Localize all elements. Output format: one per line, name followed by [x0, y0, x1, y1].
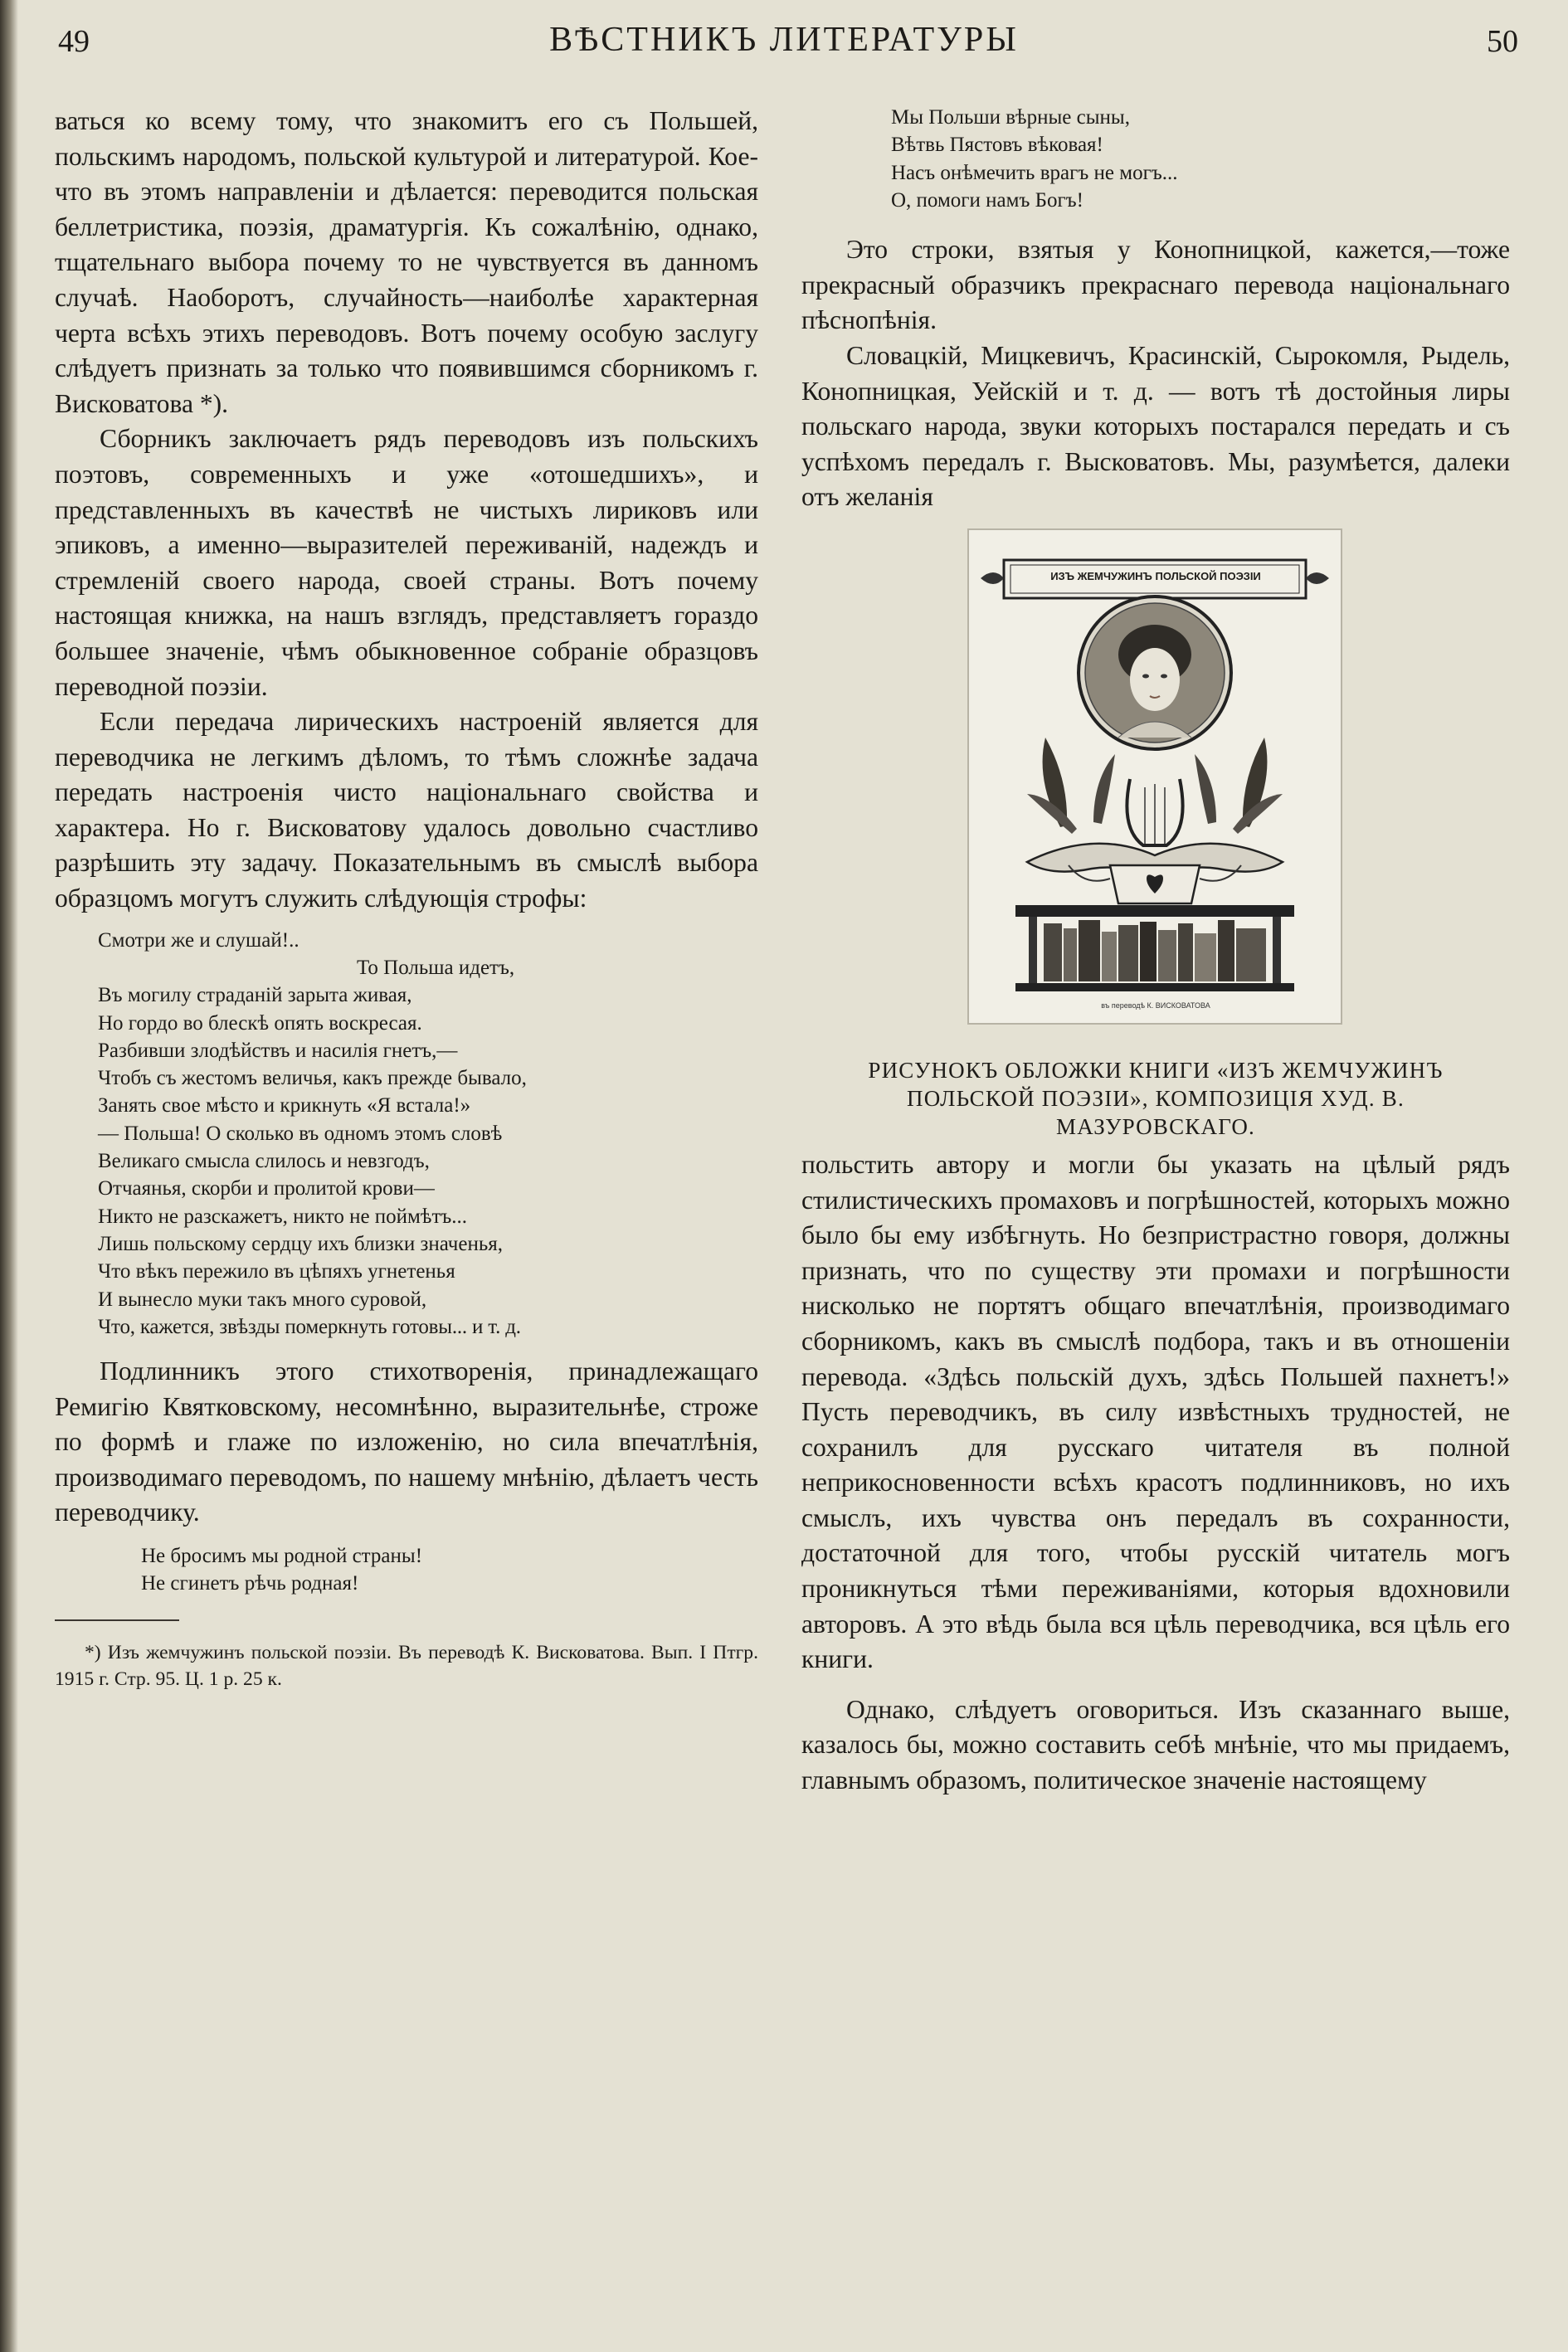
- verse-line: Отчаянья, скорби и пролитой крови—: [98, 1177, 435, 1200]
- verse-line: Не сгинетъ рѣчь родная!: [141, 1572, 359, 1595]
- verse-line: Что вѣкъ пережило въ цѣпяхъ угнетенья: [98, 1260, 455, 1283]
- figure-container: [801, 528, 1510, 1056]
- verse-line: О, помоги намъ Богъ!: [891, 188, 1083, 212]
- verse-line: Занять свое мѣсто и крикнуть «Я встала!»: [98, 1094, 471, 1118]
- figure-caption: РИСУНОКЪ ОБЛОЖКИ КНИГИ «ИЗЪ ЖЕМЧУЖИНЪ ПОЛЬСКОЙ ПОЭЗІИ», КОМПОЗИЦІЯ ХУД. В. МАЗУРОВСКАГО.: [868, 1057, 1444, 1139]
- page-binding-shadow: [0, 0, 18, 2352]
- cover-title-text: ИЗЪ ЖЕМЧУЖИНЪ ПОЛЬСКОЙ ПОЭЗІИ: [1050, 569, 1261, 582]
- running-header-title: ВѢСТНИКЪ ЛИТЕРАТУРЫ: [549, 21, 1019, 59]
- left-column: [55, 104, 758, 1712]
- cover-credit-text: въ переводѣ К. ВИСКОВАТОВА: [1101, 1001, 1210, 1010]
- right-paragraph-1: Это строки, взятыя у Конопницкой, кажется,—тоже прекрасный образчикъ прекраснаго перевода національнаго пѣснопѣнія.: [801, 235, 1510, 335]
- verse-block-konopnicka: [891, 104, 1510, 214]
- verse-line: Чтобъ съ жестомъ величья, какъ прежде бывало,: [98, 1067, 527, 1090]
- page-number-left: 49: [58, 24, 90, 59]
- verse-line: Но гордо во блескѣ опять воскресая.: [98, 1011, 422, 1035]
- verse-line: То Польша идетъ,: [357, 956, 515, 979]
- left-paragraph-1: ваться ко всему тому, что знакомитъ его съ Польшей, польскимъ народомъ, польской культурой и литературой. Кое-что въ этомъ направленіи и дѣлается: переводится польская беллетристика, поэзія, драматургія. Къ сожалѣнію, однако, тщательнаго выбора почему то не чувствуется въ данномъ случаѣ. Наоборотъ, случайность—наиболѣе характерная черта всѣхъ этихъ переводовъ. Вотъ почему особую заслугу слѣдуетъ признать за только что появившимся сборникомъ г. Висковатова *).: [55, 106, 758, 418]
- verse-block-anthem: [141, 1542, 758, 1598]
- verse-line: Въ могилу страданій зарыта живая,: [98, 984, 412, 1007]
- verse-line: Насъ онѣмечить врагъ не могъ...: [891, 161, 1178, 184]
- page-number-right: 50: [1487, 24, 1518, 59]
- right-paragraph-4: Однако, слѣдуетъ оговориться. Изъ сказаннаго выше, казалось бы, можно составить себѣ мнѣніе, что мы придаемъ, главнымъ образомъ, политическое значеніе настоящему: [801, 1694, 1510, 1795]
- footnote-divider: [55, 1619, 179, 1621]
- right-paragraph-2: Словацкій, Мицкевичъ, Красинскій, Сырокомля, Рыдель, Конопницкая, Уейскій и т. д. — вотъ тѣ достойныя лиры польскаго народа, звуки которыхъ постарался передать и съ успѣхомъ передалъ г. Высковатовъ. Мы, разумѣется, далеки отъ желанія: [801, 340, 1510, 512]
- verse-line: И вынесло муки такъ много суровой,: [98, 1288, 427, 1311]
- left-paragraph-4: Подлинникъ этого стихотворенія, принадлежащаго Ремигію Квятковскому, несомнѣнно, выразительнѣе, строже по формѣ и глаже по изложенію, но сила впечатлѣнія, производимаго переводомъ, по нашему мнѣнію, дѣлаетъ честь переводчику.: [55, 1356, 758, 1527]
- verse-line: Лишь польскому сердцу ихъ близки значенья,: [98, 1232, 504, 1255]
- verse-line: — Польша! О сколько въ одномъ этомъ словѣ: [98, 1122, 503, 1145]
- right-column: [801, 104, 1510, 1799]
- verse-line: Великаго смысла слилось и невзгодъ,: [98, 1150, 430, 1173]
- cover-artwork: [969, 530, 1341, 1023]
- verse-block-kwiatkowski: [98, 927, 758, 1341]
- right-paragraph-3: польстить автору и могли бы указать на цѣлый рядъ стилистическихъ промаховъ и погрѣшностей, которыхъ можно было бы ему избѣгнуть. Но безпристрастно говоря, должны признать, что по существу эти промахи и погрѣшности нисколько не портятъ общаго впечатлѣнія, производимаго сборникомъ, какъ въ смыслѣ подбора, такъ и въ отношеніи перевода. «Здѣсь польскій духъ, здѣсь Польшей пахнетъ!» Пусть переводчикъ, въ силу извѣстныхъ трудностей, не сохранилъ для русскаго читателя въ полной неприкосновенности всѣхъ красотъ подлинниковъ, но ихъ смыслъ, ихъ чувства онъ передалъ въ сохранности, достаточной для того, чтобы русскій читатель могъ проникнуться тѣми переживаніями, которыя вдохновили авторовъ. А это вѣдь была вся цѣль переводчика, вся цѣль его книги.: [801, 1149, 1510, 1674]
- verse-line: Вѣтвь Пястовъ вѣковая!: [891, 134, 1103, 157]
- footnote: *) Изъ жемчужинъ польской поэзіи. Въ переводѣ К. Висковатова. Вып. I Птгр. 1915 г. Стр. 95. Ц. 1 р. 25 к.: [55, 1642, 758, 1690]
- verse-line: Разбивши злодѣйствъ и насилія гнетъ,—: [98, 1039, 458, 1062]
- verse-line: Мы Польши вѣрные сыны,: [891, 106, 1130, 129]
- verse-line: Смотри же и слушай!..: [98, 928, 299, 952]
- verse-line: Не бросимъ мы родной страны!: [141, 1545, 423, 1568]
- left-paragraph-2: Сборникъ заключаетъ рядъ переводовъ изъ польскихъ поэтовъ, современныхъ и уже «отошедшихъ», и представленныхъ въ качествѣ не чистыхъ лириковъ или эпиковъ, а именно—выразителей переживаній, надеждъ и стремленій своего народа, своей страны. Вотъ почему настоящая книжка, на нашъ взглядъ, представляетъ гораздо большее значеніе, чѣмъ обыкновенное собраніе образцовъ переводной поэзіи.: [55, 424, 758, 701]
- left-paragraph-3: Если передача лирическихъ настроеній является для переводчика не легкимъ дѣломъ, то тѣмъ сложнѣе задача передать настроенія чисто національнаго свойства и характера. Но г. Висковатову удалось довольно счастливо разрѣшить эту задачу. Показательнымъ въ смыслѣ выбора образцомъ могутъ служить слѣдующія строфы:: [55, 707, 758, 913]
- book-cover-illustration: [967, 528, 1342, 1025]
- verse-line: Что, кажется, звѣзды померкнуть готовы... и т. д.: [98, 1315, 521, 1338]
- verse-line: Никто не разскажетъ, никто не поймѣтъ...: [98, 1205, 468, 1228]
